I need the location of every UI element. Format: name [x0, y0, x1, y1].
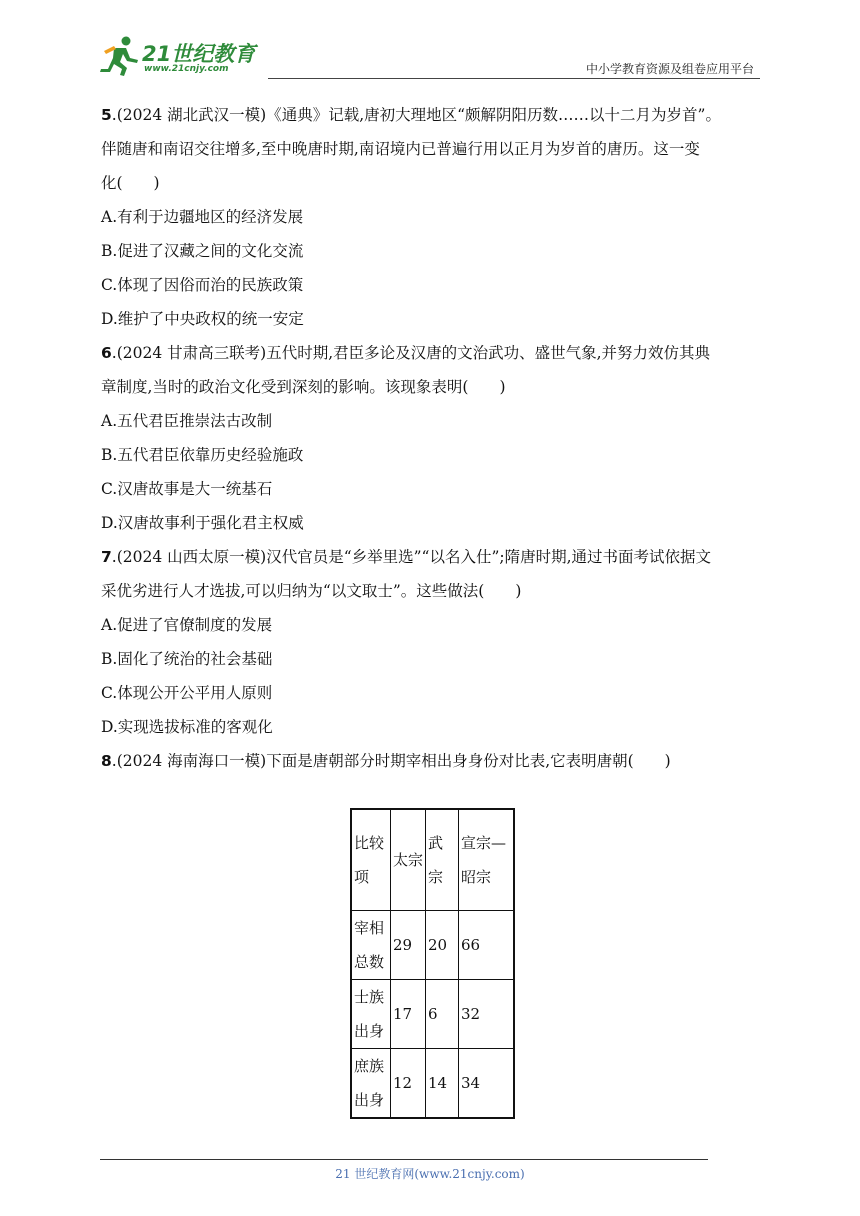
answer-option[interactable]: A.促进了官僚制度的发展: [101, 616, 273, 634]
header-divider: [268, 78, 760, 79]
table-cell: 29: [391, 911, 426, 980]
footer-divider: [100, 1159, 708, 1160]
answer-option[interactable]: D.实现选拔标准的客观化: [101, 718, 273, 736]
answer-option[interactable]: B.五代君臣依靠历史经验施政: [101, 446, 304, 464]
logo-url-text: www.21cnjy.com: [144, 64, 229, 74]
answer-option[interactable]: C.体现了因俗而治的民族政策: [101, 276, 304, 294]
answer-option[interactable]: C.体现公开公平用人原则: [101, 684, 273, 702]
site-logo[interactable]: [96, 34, 266, 78]
question-number: 6: [101, 344, 112, 362]
table-row: [351, 980, 514, 1049]
answer-option[interactable]: D.维护了中央政权的统一安定: [101, 310, 304, 328]
row-label: 宰相总数: [351, 911, 391, 980]
row-label: 士族出身: [351, 980, 391, 1049]
question-stem-line: 8.(2024 海南海口一模)下面是唐朝部分时期宰相出身身份对比表,它表明唐朝( ): [101, 752, 671, 770]
question-stem-line: 5.(2024 湖北武汉一模)《通典》记载,唐初大理地区“颇解阴阳历数……以十二月为岁首”。: [101, 106, 721, 124]
logo-brand-text: 21世纪教育: [142, 42, 256, 66]
table-cell: 12: [391, 1049, 426, 1119]
answer-option[interactable]: C.汉唐故事是大一统基石: [101, 480, 273, 498]
question-stem-line: 6.(2024 甘肃高三联考)五代时期,君臣多论及汉唐的文治武功、盛世气象,并努力效仿其典: [101, 344, 711, 362]
table-header-cell: 比较项: [351, 809, 391, 911]
answer-option[interactable]: A.五代君臣推崇法古改制: [101, 412, 273, 430]
table-cell: 20: [426, 911, 459, 980]
table-header-cell: 武宗: [426, 809, 459, 911]
table-cell: 17: [391, 980, 426, 1049]
header-tagline: 中小学教育资源及组卷应用平台: [585, 62, 754, 76]
chancellor-origin-table: [350, 808, 515, 1119]
question-number: 8: [101, 752, 112, 770]
question-stem-line: 7.(2024 山西太原一模)汉代官员是“乡举里选”“以名入仕”;隋唐时期,通过书面考试依据文: [101, 548, 712, 566]
table-cell: 14: [426, 1049, 459, 1119]
table-row: [351, 1049, 514, 1119]
table-header-row: [351, 809, 514, 911]
row-label: 庶族出身: [351, 1049, 391, 1119]
runner-logo-icon: [96, 34, 142, 78]
table-cell: 32: [459, 980, 515, 1049]
question-7: [101, 540, 767, 744]
question-number: 7: [101, 548, 112, 566]
table-header-cell: 太宗: [391, 809, 426, 911]
table-header-cell: 宣宗—昭宗: [459, 809, 515, 911]
answer-option[interactable]: B.促进了汉藏之间的文化交流: [101, 242, 304, 260]
question-8: [101, 744, 767, 778]
table-cell: 34: [459, 1049, 515, 1119]
answer-option[interactable]: D.汉唐故事利于强化君主权威: [101, 514, 304, 532]
question-5: [101, 98, 767, 336]
question-list: [101, 98, 767, 778]
question-stem-line: 章制度,当时的政治文化受到深刻的影响。该现象表明( ): [101, 378, 506, 396]
question-number: 5: [101, 106, 112, 124]
answer-option[interactable]: A.有利于边疆地区的经济发展: [101, 208, 304, 226]
answer-option[interactable]: B.固化了统治的社会基础: [101, 650, 273, 668]
table-cell: 6: [426, 980, 459, 1049]
question-stem-line: 采优劣进行人才选拔,可以归纳为“以文取士”。这些做法( ): [101, 582, 522, 600]
table-cell: 66: [459, 911, 515, 980]
page-footer[interactable]: 21 世纪教育网(www.21cnjy.com): [335, 1167, 525, 1181]
question-stem-line: 化( ): [101, 174, 160, 192]
page-header: [96, 34, 760, 80]
question-stem-line: 伴随唐和南诏交往增多,至中晚唐时期,南诏境内已普遍行用以正月为岁首的唐历。这一变: [101, 140, 700, 158]
question-6: [101, 336, 767, 540]
table-row: [351, 911, 514, 980]
